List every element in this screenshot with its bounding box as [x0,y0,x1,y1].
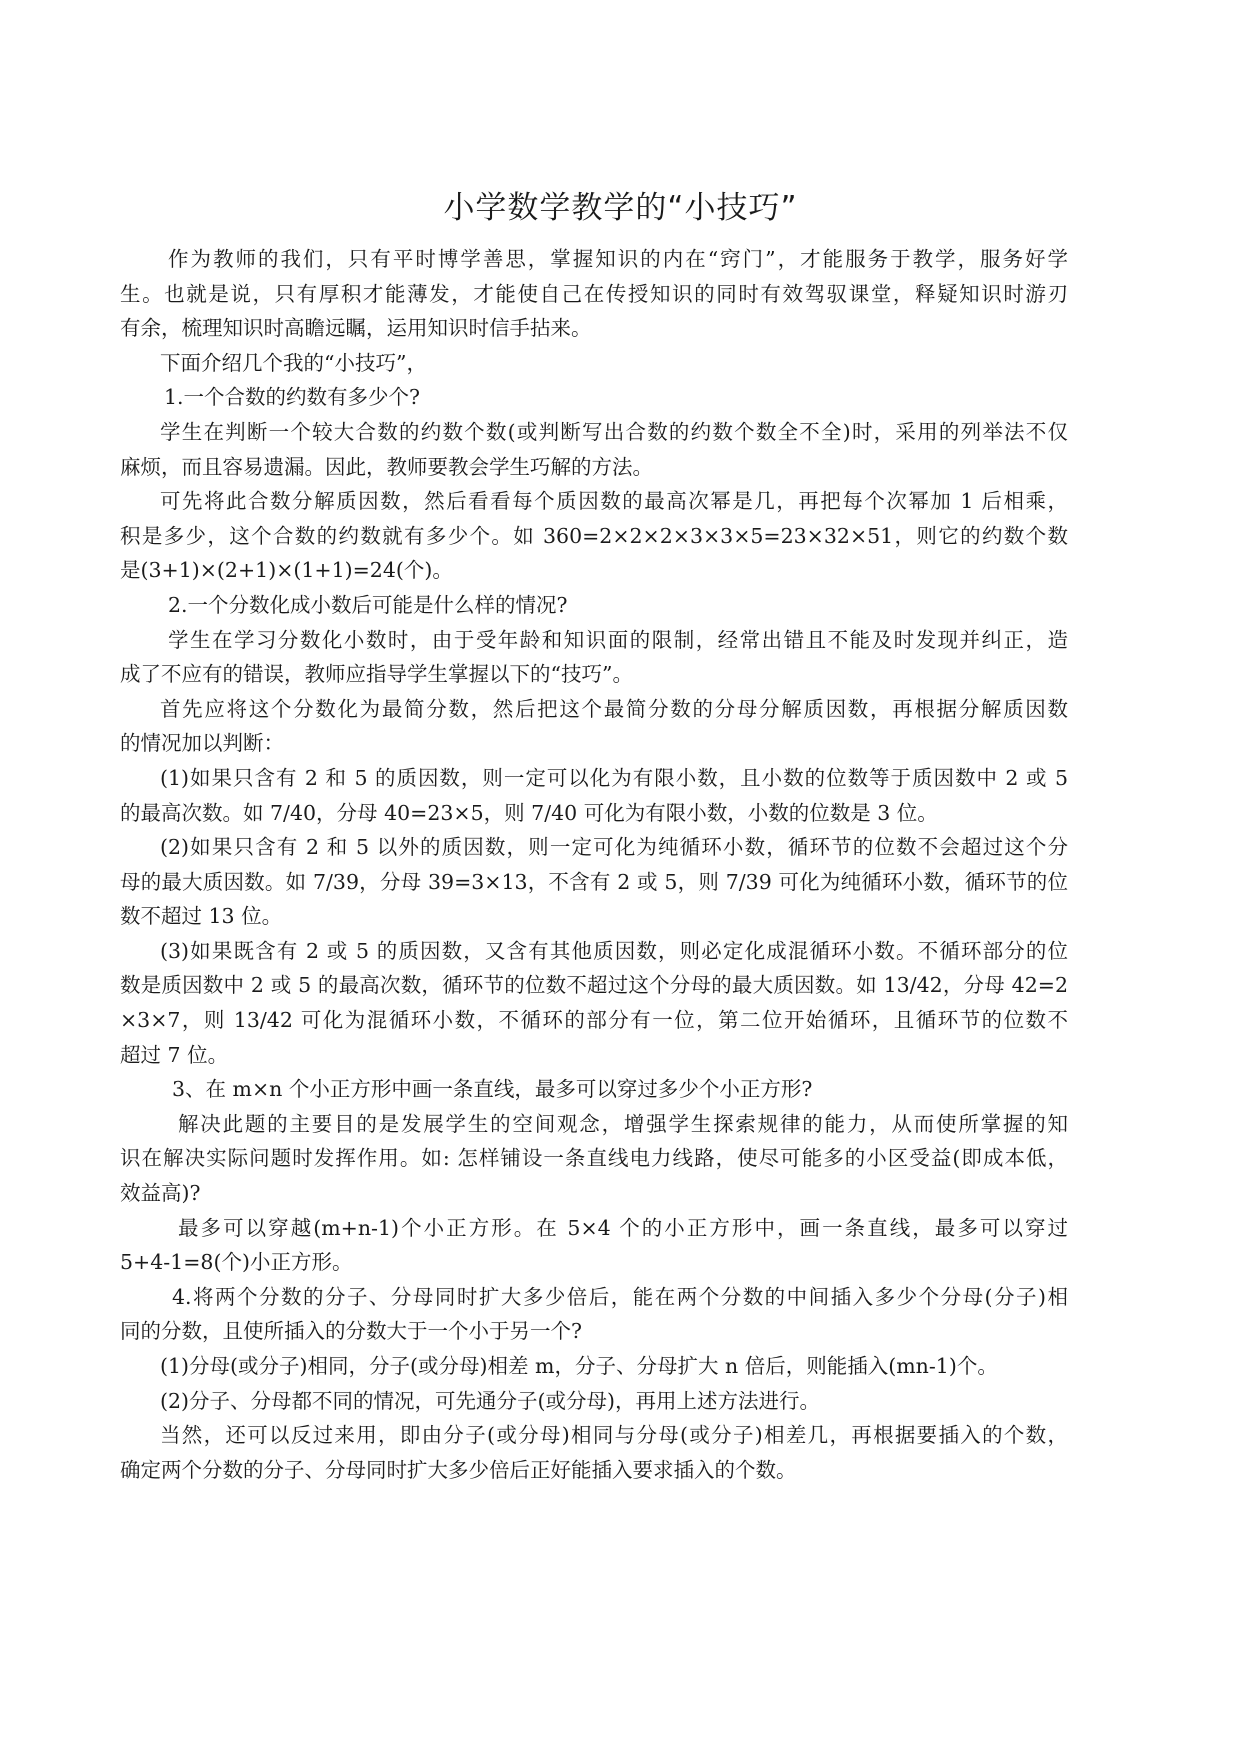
list-item-line: (2)分子、分母都不同的情况，可先通分子(或分母)，再用上述方法进行。 [160,1388,821,1413]
paragraph-line: 积是多少，这个合数的约数就有多少个。如 360=2×2×2×3×3×5=23×32×51，则它的约数个数 [120,523,1068,548]
paragraph-line: 生。也就是说，只有厚积才能薄发，才能使自己在传授知识的同时有效驾驭课堂，释疑知识时游刃 [120,281,1068,306]
paragraph-line: 的情况加以判断： [120,731,284,756]
section-heading: 4.将两个分数的分子、分母同时扩大多少倍后，能在两个分数的中间插入多少个分母(分子)相 [172,1284,1068,1309]
list-item-line: 超过 7 位。 [120,1042,229,1067]
list-item-line: ×3×7，则 13/42 可化为混循环小数，不循环的部分有一位，第二位开始循环，且循环节的位数不 [120,1008,1068,1033]
document-body [120,242,1068,1487]
paragraph-line: 效益高)? [120,1181,201,1206]
paragraph-line: 是(3+1)×(2+1)×(1+1)=24(个)。 [120,558,453,583]
paragraph-line: 有余，梳理知识时高瞻远瞩，运用知识时信手拈来。 [120,316,592,341]
paragraph-line: 下面介绍几个我的“小技巧”， [160,350,427,375]
paragraph-line: 学生在判断一个较大合数的约数个数(或判断写出合数的约数个数全不全)时，采用的列举法不仅 [160,419,1068,444]
paragraph-line: 成了不应有的错误，教师应指导学生掌握以下的“技巧”。 [120,662,633,687]
paragraph-line: 学生在学习分数化小数时，由于受年龄和知识面的限制，经常出错且不能及时发现并纠正，造 [168,627,1068,652]
paragraph-line: 可先将此合数分解质因数，然后看看每个质因数的最高次幂是几，再把每个次幂加 1 后相乘， [160,489,1068,514]
paragraph-line: 作为教师的我们，只有平时博学善思，掌握知识的内在“窍门”，才能服务于教学，服务好学 [168,247,1068,271]
paragraph-line: 最多可以穿越(m+n-1)个小正方形。在 5×4 个的小正方形中，画一条直线，最多可以穿过 [178,1215,1068,1240]
section-heading: 3、在 m×n 个小正方形中画一条直线，最多可以穿过多少个小正方形? [172,1077,813,1102]
paragraph-line: 确定两个分数的分子、分母同时扩大多少倍后正好能插入要求插入的个数。 [120,1457,797,1482]
list-item-line: 数是质因数中 2 或 5 的最高次数，循环节的位数不超过这个分母的最大质因数。如 13/42，分母 42=2 [120,973,1068,998]
paragraph-line: 5+4-1=8(个)小正方形。 [120,1250,353,1275]
paragraph-line: 当然，还可以反过来用，即由分子(或分母)相同与分母(或分子)相差几，再根据要插入的个数， [160,1423,1068,1448]
paragraph-line: 识在解决实际问题时发挥作用。如: 怎样铺设一条直线电力线路，使尽可能多的小区受益(即成本低， [120,1146,1068,1171]
section-heading: 同的分数，且使所插入的分数大于一个小于另一个? [120,1319,582,1344]
list-item-line: 母的最大质因数。如 7/39，分母 39=3×13，不含有 2 或 5，则 7/39 可化为纯循环小数，循环节的位 [120,869,1068,894]
section-heading: 2.一个分数化成小数后可能是什么样的情况? [168,592,568,617]
list-item-line: (3)如果既含有 2 或 5 的质因数，又含有其他质因数，则必定化成混循环小数。不循环部分的位 [160,938,1068,963]
paragraph-line: 麻烦，而且容易遗漏。因此，教师要教会学生巧解的方法。 [120,454,653,479]
list-item-line: 的最高次数。如 7/40，分母 40=23×5，则 7/40 可化为有限小数，小数的位数是 3 位。 [120,800,938,825]
list-item-line: (2)如果只含有 2 和 5 以外的质因数，则一定可化为纯循环小数，循环节的位数不会超过这个分 [160,835,1068,860]
document-title: 小学数学教学的“小技巧” [443,190,798,226]
section-heading: 1.一个合数的约数有多少个? [164,385,421,410]
list-item-line: 数不超过 13 位。 [120,904,283,929]
list-item-line: (1)分母(或分子)相同，分子(或分母)相差 m，分子、分母扩大 n 倍后，则能插入(mn-1)个。 [160,1354,998,1378]
paragraph-line: 解决此题的主要目的是发展学生的空间观念，增强学生探索规律的能力，从而使所掌握的知 [178,1111,1068,1136]
paragraph-line: 首先应将这个分数化为最简分数，然后把这个最简分数的分母分解质因数，再根据分解质因数 [160,696,1068,721]
list-item-line: (1)如果只含有 2 和 5 的质因数，则一定可以化为有限小数，且小数的位数等于质因数中 2 或 5 [160,765,1068,790]
